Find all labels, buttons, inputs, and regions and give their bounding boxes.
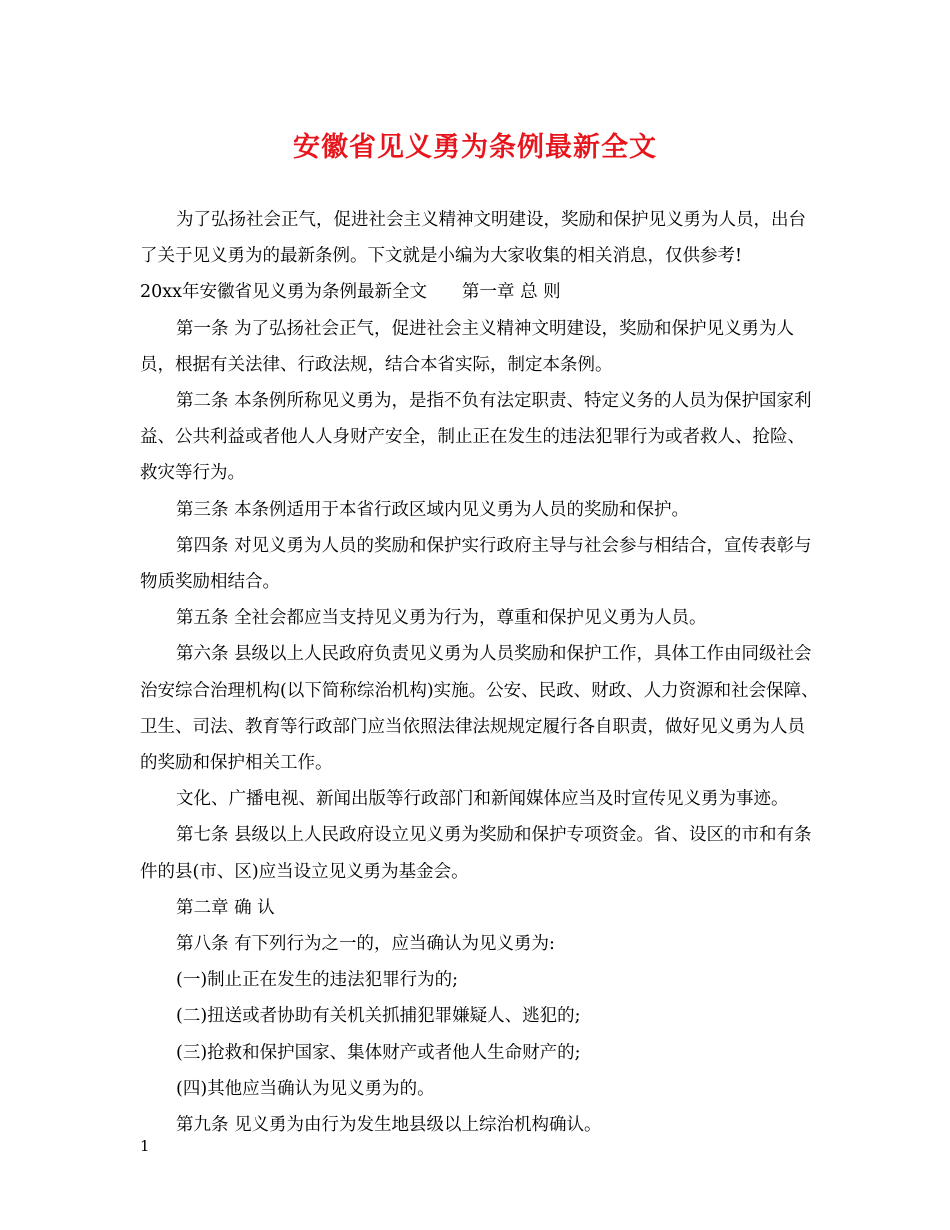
- paragraph: 第七条 县级以上人民政府设立见义勇为奖励和保护专项资金。省、设区的市和有条件的县(市、区)应当设立见义勇为基金会。: [140, 825, 812, 882]
- paragraph: 第四条 对见义勇为人员的奖励和保护实行政府主导与社会参与相结合，宣传表彰与物质奖励相结合。: [140, 535, 812, 593]
- paragraph: 文化、广播电视、新闻出版等行政部门和新闻媒体应当及时宣传见义勇为事迹。: [176, 789, 789, 810]
- paragraph: 第二章 确 认: [176, 897, 275, 918]
- paragraph: (一)制止正在发生的违法犯罪行为的;: [176, 970, 459, 991]
- paragraph: 20xx年安徽省见义勇为条例最新全文 第一章 总 则: [140, 282, 561, 303]
- page-number: 1: [140, 1137, 150, 1155]
- document-title: 安徽省见义勇为条例最新全文: [293, 132, 657, 163]
- paragraph: 第五条 全社会都应当支持见义勇为行为，尊重和保护见义勇为人员。: [176, 608, 707, 629]
- document-body: [140, 202, 820, 1143]
- paragraph: 第八条 有下列行为之一的，应当确认为见义勇为:: [176, 934, 555, 955]
- paragraph: 第二条 本条例所称见义勇为，是指不负有法定职责、特定义务的人员为保护国家利益、公共利益或者他人人身财产安全，制止正在发生的违法犯罪行为或者救人、抢险、救灾等行为。: [140, 391, 812, 484]
- paragraph: 第九条 见义勇为由行为发生地县级以上综治机构确认。: [176, 1115, 602, 1136]
- paragraph: (二)扭送或者协助有关机关抓捕犯罪嫌疑人、逃犯的;: [176, 1006, 581, 1027]
- paragraph: (三)抢救和保护国家、集体财产或者他人生命财产的;: [176, 1042, 581, 1063]
- paragraph: 为了弘扬社会正气，促进社会主义精神文明建设，奖励和保护见义勇为人员，出台了关于见义勇为的最新条例。下文就是小编为大家收集的相关消息，仅供参考!: [140, 210, 806, 267]
- paragraph: 第一条 为了弘扬社会正气，促进社会主义精神文明建设，奖励和保护见义勇为人员，根据有关法律、行政法规，结合本省实际，制定本条例。: [140, 318, 795, 375]
- paragraph: 第六条 县级以上人民政府负责见义勇为人员奖励和保护工作，具体工作由同级社会治安综合治理机构(以下简称综治机构)实施。公安、民政、财政、人力资源和社会保障、卫生、司法、教育等行政部门应当依照法律法规规定履行各自职责，做好见义勇为人员的奖励和保护相关工作。: [140, 644, 819, 774]
- paragraph: (四)其他应当确认为见义勇为的。: [176, 1078, 435, 1099]
- paragraph: 第三条 本条例适用于本省行政区域内见义勇为人员的奖励和保护。: [176, 499, 690, 520]
